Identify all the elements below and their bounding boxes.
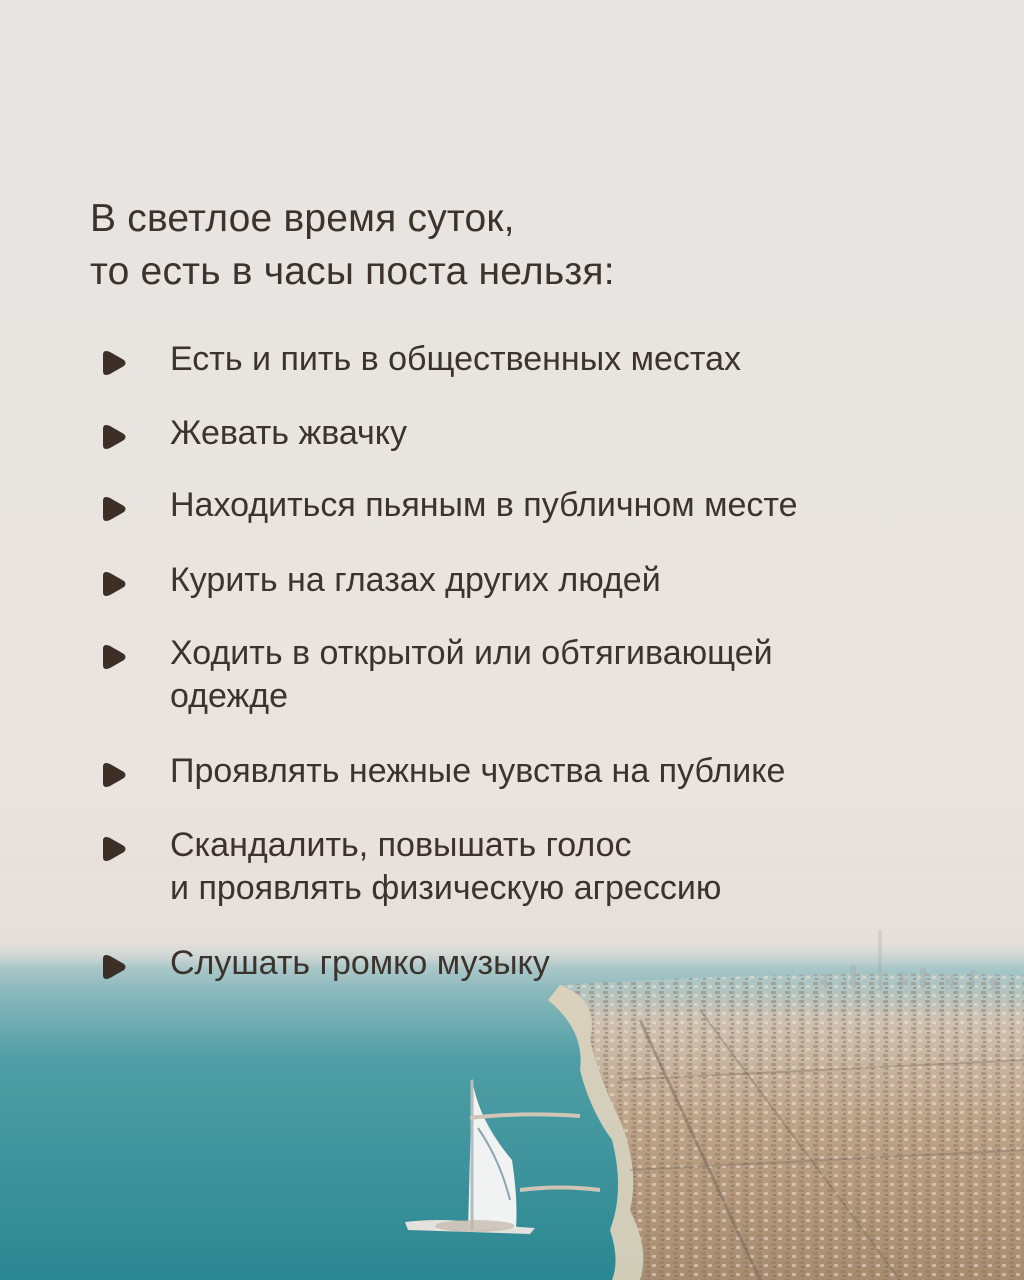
play-triangle-icon <box>100 348 128 378</box>
list-item-text: Проявлять нежные чувства на публике <box>170 752 786 790</box>
play-triangle-icon <box>100 569 128 599</box>
play-triangle-icon <box>100 494 128 524</box>
list-item-text: Находиться пьяным в публичном месте <box>170 486 798 524</box>
list-item-text: Ходить в открытой или обтягивающей одежде <box>170 634 773 715</box>
play-triangle-icon <box>100 760 128 790</box>
title-line-1: В светлое время суток, <box>90 197 515 240</box>
play-triangle-icon <box>100 642 128 672</box>
list-item-text: Курить на глазах других людей <box>170 561 661 599</box>
play-triangle-icon <box>100 952 128 982</box>
title-line-2: то есть в часы поста нельзя: <box>90 250 615 293</box>
list-item-text: Скандалить, повышать голос и проявлять физическую агрессию <box>170 826 722 907</box>
play-triangle-icon <box>100 834 128 864</box>
list-item-text: Есть и пить в общественных местах <box>170 340 741 378</box>
list-item-text: Жевать жвачку <box>170 414 408 452</box>
list-item-text: Слушать громко музыку <box>170 944 550 982</box>
play-triangle-icon <box>100 422 128 452</box>
